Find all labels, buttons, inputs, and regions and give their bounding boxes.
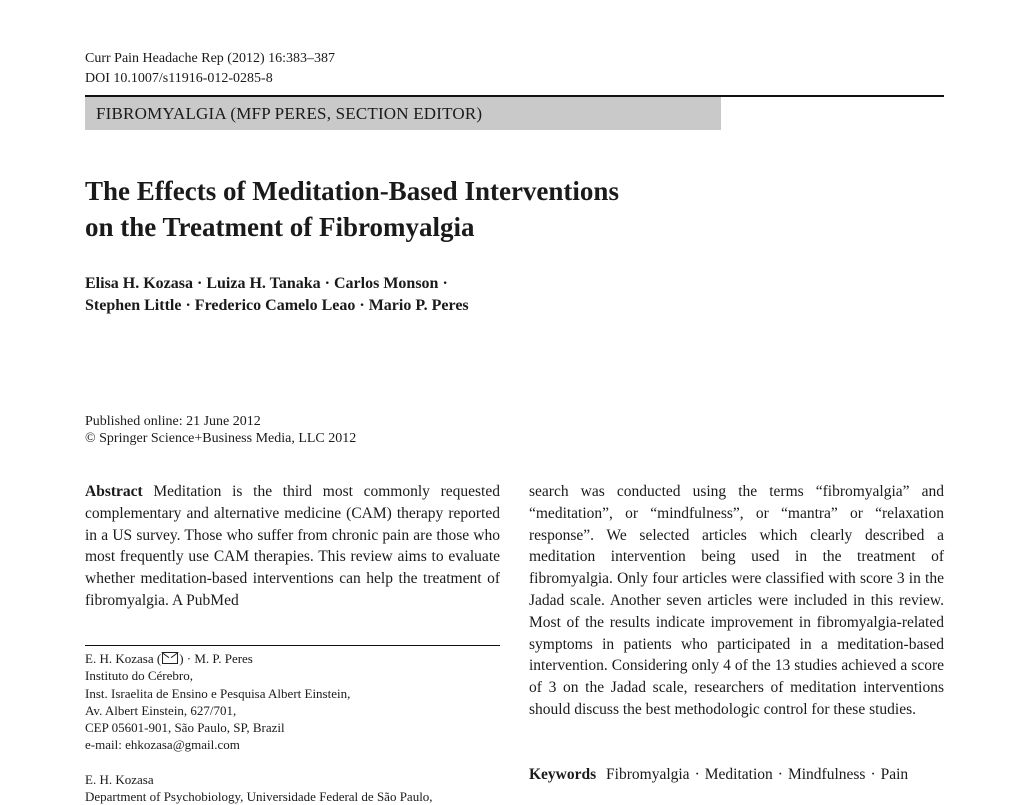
published-date: Published online: 21 June 2012 [85,414,261,429]
authors-line-1 [85,273,605,295]
abstract-text-right: search was conducted using the terms “fibromyalgia” and “meditation”, or “mindfulness”, or “mantra” or “relaxation response”. We selected articles which clearly described a meditation intervention being used in the treatment of fibromyalgia. Only four articles were classified with score 3 in the Jadad scale. Another seven articles were included in this review. Most of the results indicate improvement in fibromyalgia-related symptoms in patients who participated in a meditation-based intervention. Considering only 4 of the 13 studies achieved a score of 3 on the Jadad scale, researchers of meditation interventions should discuss the best methodologic control for these studies. [529,483,944,718]
author-list [85,273,605,317]
journal-citation: Curr Pain Headache Rep (2012) 16:383–387 [85,51,335,66]
abstract-text-left: Meditation is the third most commonly requested complementary and alternative medicine (CAM) therapy reported in a US survey. Those who suffer from chronic pain are those who most frequently use CAM therapies. This review aims to evaluate whether meditation-based interventions can help the treatment of fibromyalgia. A PubMed [85,483,500,609]
second-author: E. H. Kozasa [85,771,154,787]
article-title [85,173,785,245]
abstract-right-column [529,481,944,721]
keyword: Fibromyalgia [606,766,690,783]
author-name: Elisa H. Kozasa [85,275,194,292]
keyword: Meditation [704,766,773,783]
author-separator: · [197,275,203,292]
author-name: Luiza H. Tanaka [206,275,321,292]
keyword-separator: · [777,766,783,783]
section-banner: FIBROMYALGIA (MFP PERES, SECTION EDITOR) [85,97,721,130]
affiliation-line: CEP 05601-901, São Paulo, SP, Brazil [85,720,285,736]
affiliation-line: Department of Psychobiology, Universidade Federal de São Paulo, [85,789,433,805]
affiliation-line: Inst. Israelita de Ensino e Pesquisa Albert Einstein, [85,685,351,701]
authors-line-2 [85,295,605,317]
journal-header [85,49,335,89]
keyword: Pain [880,766,909,783]
affiliation-line: Instituto do Cérebro, [85,668,193,684]
author-name: Carlos Monson [333,275,439,292]
affiliation-line: Av. Albert Einstein, 627/701, [85,702,237,718]
author-separator: · [185,297,191,314]
author-separator: · [324,275,330,292]
abstract-left-column [85,481,500,612]
abstract-label: Abstract [85,483,143,500]
title-line-1: The Effects of Meditation-Based Interventions [85,176,619,206]
author-separator: · [442,275,448,292]
author-name: Stephen Little [85,297,182,314]
email[interactable]: e-mail: ehkozasa@gmail.com [85,737,240,753]
copyright: © Springer Science+Business Media, LLC 2012 [85,431,357,446]
doi[interactable]: DOI 10.1007/s11916-012-0285-8 [85,71,273,86]
footnote-rule [85,645,500,646]
author-name: Mario P. Peres [368,297,469,314]
corresponding-author: E. H. Kozasa [85,651,154,666]
envelope-icon [162,652,178,664]
keyword-separator: · [694,766,700,783]
publication-info [85,413,356,447]
keywords [529,764,949,785]
keywords-label: Keywords [529,766,597,783]
keyword-separator: · [870,766,876,783]
title-line-2: on the Treatment of Fibromyalgia [85,212,475,242]
spacer [85,754,500,771]
author-separator: · [359,297,365,314]
affiliation-footnote [85,650,500,805]
author-name: Frederico Camelo Leao [194,297,356,314]
corresponding-authors: E. H. Kozasa ( ) · M. P. Peres [85,651,253,666]
keyword: Mindfulness [787,766,866,783]
co-author: · M. P. Peres [186,651,253,666]
